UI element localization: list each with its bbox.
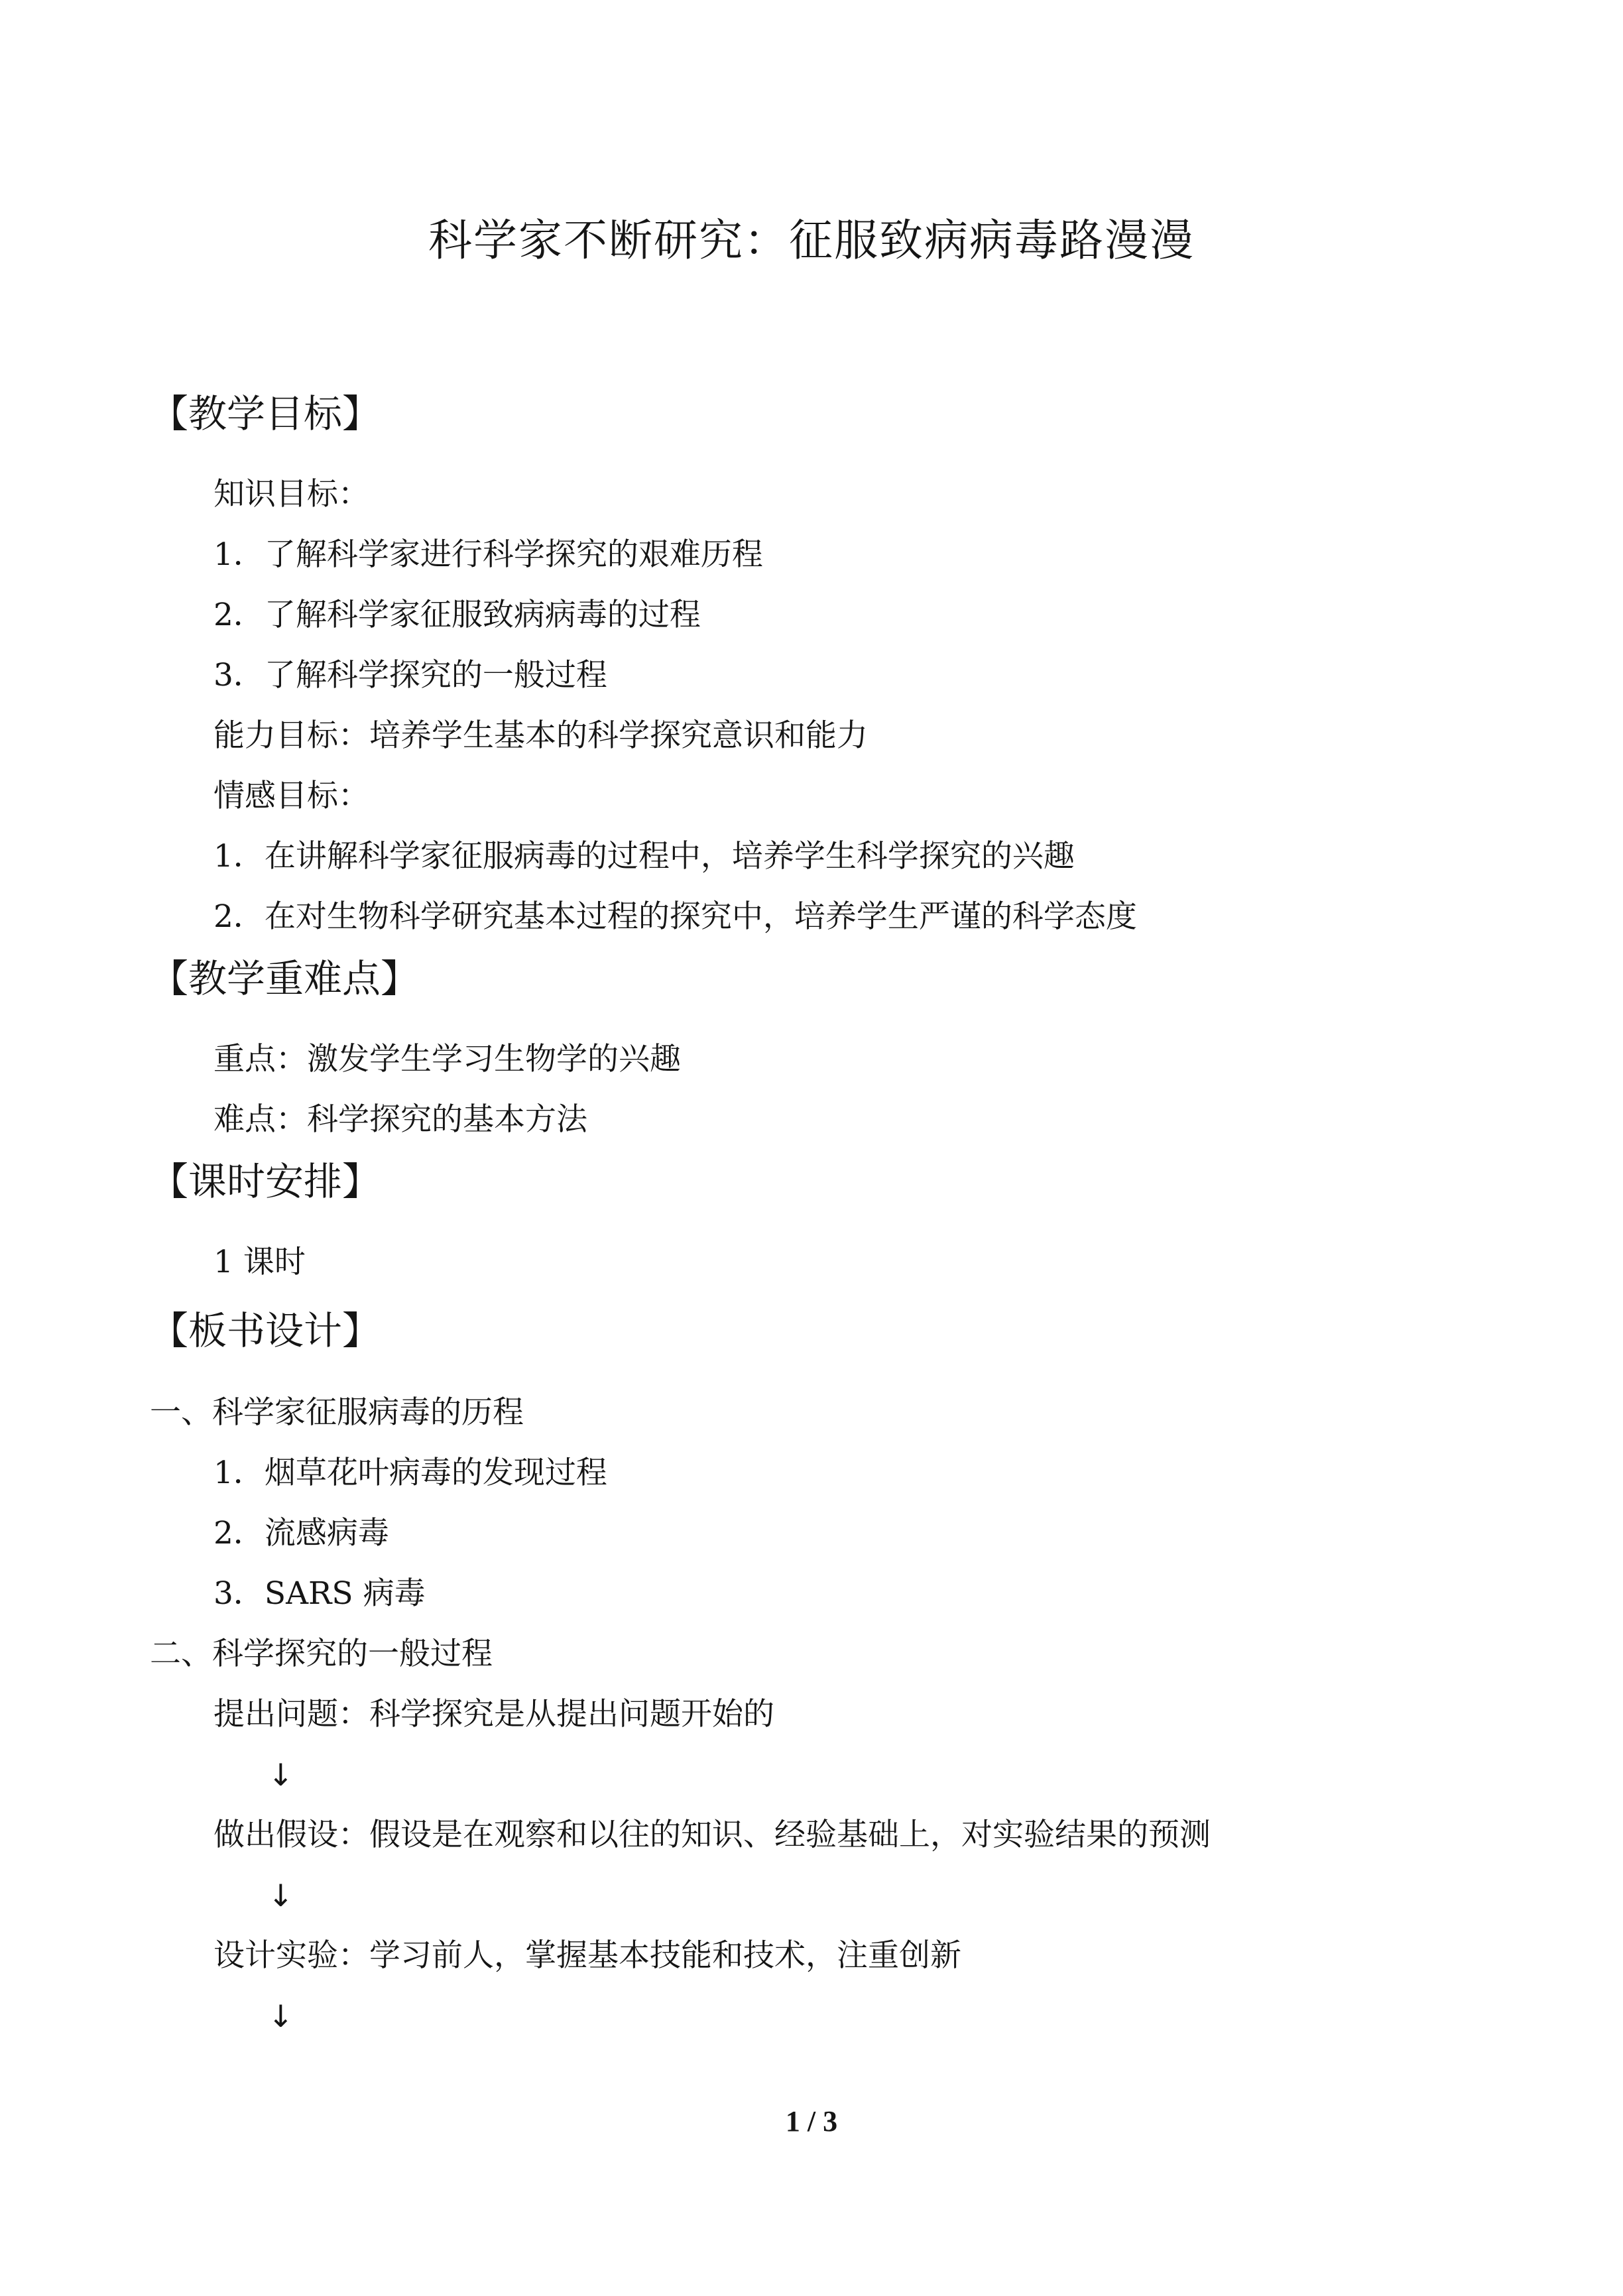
section-heading-schedule: 【课时安排】 (150, 1159, 381, 1204)
board-part2-title: 二、科学探究的一般过程 (150, 1636, 493, 1672)
difficulty-point: 难点：科学探究的基本方法 (213, 1101, 587, 1138)
down-arrow-icon: ↓ (268, 1998, 294, 2034)
schedule-text: 1 课时 (213, 1244, 306, 1280)
process-step-experiment: 设计实验：学习前人，掌握基本技能和技术，注重创新 (213, 1937, 961, 1974)
knowledge-goal-item-2: 2．了解科学家征服致病病毒的过程 (213, 597, 701, 633)
emotion-goal-label: 情感目标： (213, 778, 369, 814)
board-part1-item-1: 1．烟草花叶病毒的发现过程 (213, 1455, 607, 1491)
document-title: 科学家不断研究：征服致病病毒路漫漫 (428, 215, 1195, 266)
down-arrow-icon: ↓ (268, 1757, 294, 1793)
section-heading-board: 【板书设计】 (150, 1308, 381, 1353)
knowledge-goal-label: 知识目标： (213, 476, 369, 513)
board-part1-item-3: 3．SARS 病毒 (213, 1575, 426, 1612)
process-step-question: 提出问题：科学探究是从提出问题开始的 (213, 1696, 774, 1732)
section-heading-key-points: 【教学重难点】 (150, 956, 420, 1001)
process-step-hypothesis: 做出假设：假设是在观察和以往的知识、经验基础上，对实验结果的预测 (213, 1817, 1211, 1853)
emotion-goal-item-2: 2．在对生物科学研究基本过程的探究中，培养学生严谨的科学态度 (213, 898, 1137, 935)
key-point: 重点：激发学生学习生物学的兴趣 (213, 1041, 681, 1077)
ability-goal: 能力目标：培养学生基本的科学探究意识和能力 (213, 717, 868, 754)
board-part1-item-2: 2．流感病毒 (213, 1515, 389, 1551)
knowledge-goal-item-3: 3．了解科学探究的一般过程 (213, 657, 607, 694)
emotion-goal-item-1: 1．在讲解科学家征服病毒的过程中，培养学生科学探究的兴趣 (213, 838, 1075, 875)
section-heading-goals: 【教学目标】 (150, 391, 381, 436)
down-arrow-icon: ↓ (268, 1878, 294, 1913)
knowledge-goal-item-1: 1．了解科学家进行科学探究的艰难历程 (213, 536, 763, 573)
board-part1-title: 一、科学家征服病毒的历程 (150, 1394, 524, 1431)
page-number: 1 / 3 (785, 2105, 838, 2138)
